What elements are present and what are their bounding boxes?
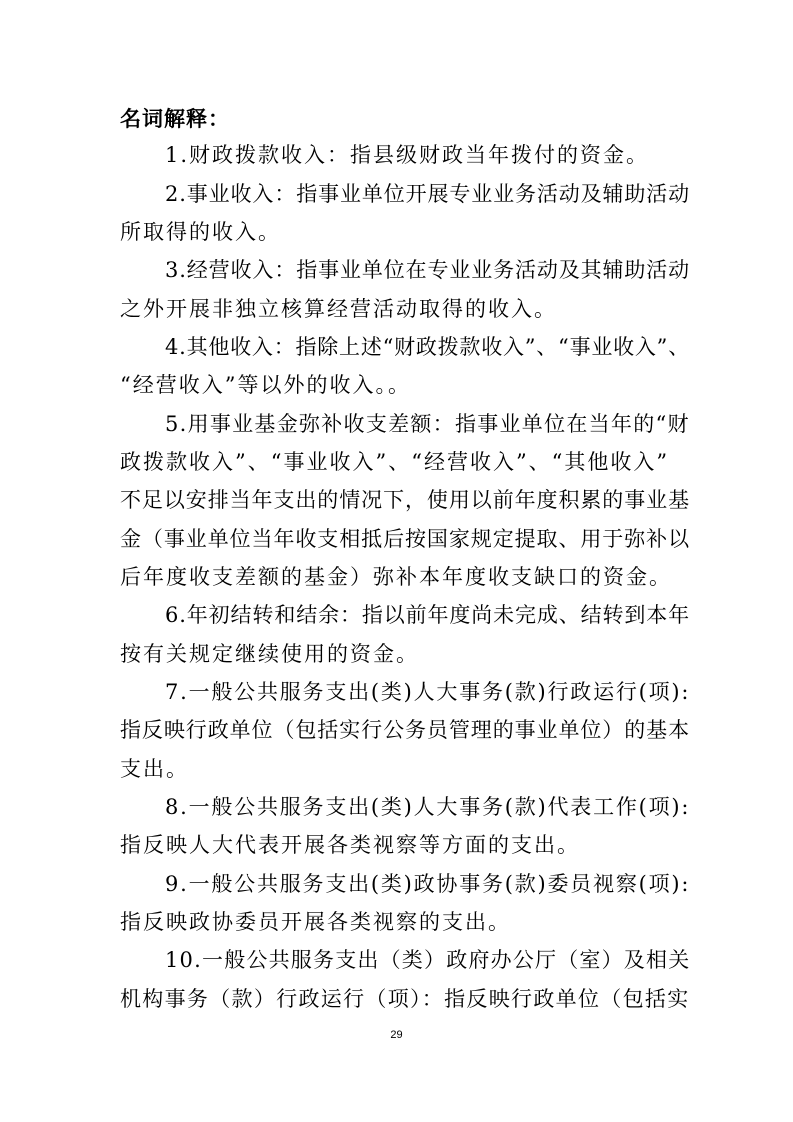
- text-line: “经营收入”等以外的收入。。: [120, 373, 411, 397]
- text-line: 5.用事业基金弥补收支差额：指事业单位在当年的“财: [165, 412, 690, 436]
- text-line: 支出。: [120, 757, 189, 781]
- text-line: 4.其他收入：指除上述“财政拨款收入”、“事业收入”、: [165, 335, 690, 359]
- text-line: 指反映行政单位（包括实行公务员管理的事业单位）的基本: [120, 718, 690, 742]
- text-line: 按有关规定继续使用的资金。: [120, 642, 419, 666]
- text-line: 2.事业收入：指事业单位开展专业业务活动及辅助活动: [165, 182, 691, 206]
- text-line: 6.年初结转和结余：指以前年度尚未完成、结转到本年: [165, 603, 691, 627]
- text-line: 后年度收支差额的基金）弥补本年度收支缺口的资金。: [120, 565, 672, 589]
- text-line: 1.财政拨款收入：指县级财政当年拨付的资金。: [165, 143, 650, 167]
- text-line: 指反映人大代表开展各类视察等方面的支出。: [120, 833, 580, 857]
- section-heading: 名词解释：: [120, 107, 230, 131]
- text-line: 之外开展非独立核算经营活动取得的收入。: [120, 297, 557, 321]
- text-line: 9.一般公共服务支出(类)政协事务(款)委员视察(项):: [165, 872, 691, 896]
- text-line: 政拨款收入”、“事业收入”、“经营收入”、“其他收入”: [120, 450, 670, 474]
- text-line: 指反映政协委员开展各类视察的支出。: [120, 910, 511, 934]
- text-line: 8.一般公共服务支出(类)人大事务(款)代表工作(项):: [165, 795, 691, 819]
- text-line: 10.一般公共服务支出（类）政府办公厅（室）及相关: [165, 948, 691, 972]
- text-line: 7.一般公共服务支出(类)人大事务(款)行政运行(项):: [165, 680, 691, 704]
- page-number: 29: [390, 1029, 403, 1041]
- text-line: 不足以安排当年支出的情况下，使用以前年度积累的事业基: [120, 488, 690, 512]
- text-line: 金（事业单位当年收支相抵后按国家规定提取、用于弥补以: [120, 527, 690, 551]
- text-line: 3.经营收入：指事业单位在专业业务活动及其辅助活动: [165, 258, 691, 282]
- text-line: 所取得的收入。: [120, 220, 281, 244]
- text-line: 机构事务（款）行政运行（项）：指反映行政单位（包括实: [120, 987, 690, 1011]
